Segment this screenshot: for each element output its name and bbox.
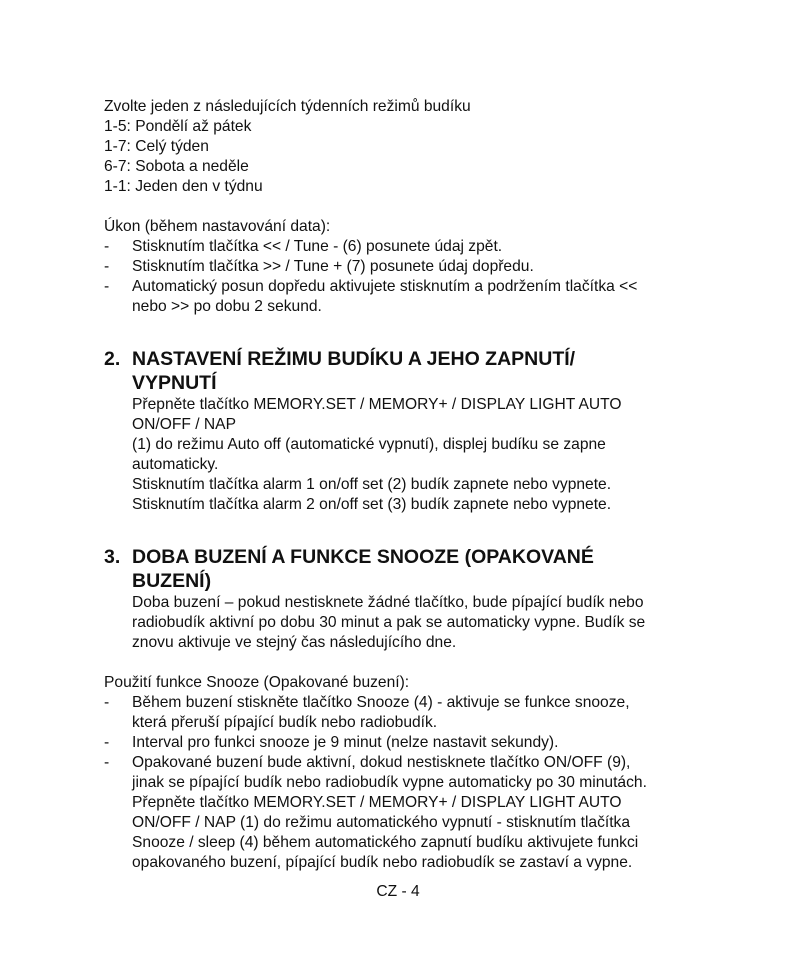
- list-item: [104, 257, 704, 277]
- list-item-line: jinak se pípající budík nebo radiobudík vypne automaticky po 30 minutách.: [132, 774, 647, 791]
- ukon-heading: Úkon (během nastavování data):: [104, 218, 331, 235]
- intro-line: 1-5: Pondělí až pátek: [104, 118, 252, 135]
- section-title: [132, 347, 704, 395]
- list-item: [104, 277, 704, 317]
- body-line: Stisknutím tlačítka alarm 1 on/off set (2) budík zapnete nebo vypnete.: [132, 476, 612, 493]
- list-item-line: Snooze / sleep (4) během automatického zapnutí budíku aktivujete funkci: [132, 834, 639, 851]
- body-line: Přepněte tlačítko MEMORY.SET / MEMORY+ / DISPLAY LIGHT AUTO: [132, 396, 622, 413]
- snooze-list: [104, 693, 704, 873]
- list-item-line: která přeruší pípající budík nebo radiobudík.: [132, 714, 438, 731]
- body-line: ON/OFF / NAP: [132, 416, 236, 433]
- body-line: automaticky.: [132, 456, 219, 473]
- document-page: [104, 97, 704, 873]
- section-2: [104, 347, 704, 515]
- body-line: Stisknutím tlačítka alarm 2 on/off set (3) budík zapnete nebo vypnete.: [132, 496, 612, 513]
- snooze-heading: Použití funkce Snooze (Opakované buzení):: [104, 674, 410, 691]
- list-item: [104, 753, 704, 873]
- ukon-block: [104, 217, 704, 317]
- body-line: radiobudík aktivní po dobu 30 minut a pak se automaticky vypne. Budík se: [132, 614, 646, 631]
- list-item-line: - Opakované buzení bude aktivní, dokud nestisknete tlačítko ON/OFF (9),: [132, 754, 631, 771]
- section-3: [104, 545, 704, 653]
- list-item-line: - Interval pro funkci snooze je 9 minut (nelze nastavit sekundy).: [132, 734, 559, 751]
- section-number: 3.: [104, 546, 121, 568]
- body-line: Doba buzení – pokud nestisknete žádné tlačítko, bude pípající budík nebo: [132, 594, 644, 611]
- list-item-line: - Během buzení stiskněte tlačítko Snooze (4) - aktivuje se funkce snooze,: [132, 694, 630, 711]
- section-number: 2.: [104, 348, 121, 370]
- section-title: [132, 545, 704, 593]
- intro-line: 1-7: Celý týden: [104, 138, 209, 155]
- list-item-line: opakovaného buzení, pípající budík nebo radiobudík se zastaví a vypne.: [132, 854, 633, 871]
- list-item-line: ON/OFF / NAP (1) do režimu automatického vypnutí - stisknutím tlačítka: [132, 814, 631, 831]
- list-item-line: - Stisknutím tlačítka >> / Tune + (7) posunete údaj dopředu.: [132, 258, 534, 275]
- intro-block: [104, 97, 704, 197]
- list-item: [104, 693, 704, 733]
- body-line: znovu aktivuje ve stejný čas následujícího dne.: [132, 634, 457, 651]
- section-title-line: BUZENÍ): [132, 570, 212, 592]
- intro-line: Zvolte jeden z následujících týdenních režimů budíku: [104, 98, 471, 115]
- list-item-line: Přepněte tlačítko MEMORY.SET / MEMORY+ / DISPLAY LIGHT AUTO: [132, 794, 622, 811]
- section-title-line: VYPNUTÍ: [132, 372, 217, 394]
- body-line: (1) do režimu Auto off (automatické vypnutí), displej budíku se zapne: [132, 436, 606, 453]
- list-item-line: nebo >> po dobu 2 sekund.: [132, 298, 322, 315]
- list-item-line: - Automatický posun dopředu aktivujete stisknutím a podržením tlačítka <<: [132, 278, 638, 295]
- snooze-block: [104, 673, 704, 873]
- section-title-line: DOBA BUZENÍ A FUNKCE SNOOZE (OPAKOVANÉ: [132, 546, 594, 568]
- page-number: CZ - 4: [376, 883, 420, 900]
- section-body: [132, 593, 704, 653]
- section-body: [132, 395, 704, 515]
- list-item-line: - Stisknutím tlačítka << / Tune - (6) posunete údaj zpět.: [132, 238, 503, 255]
- ukon-list: [104, 237, 704, 317]
- list-item: [104, 733, 704, 753]
- intro-line: 1-1: Jeden den v týdnu: [104, 178, 263, 195]
- section-title-line: NASTAVENÍ REŽIMU BUDÍKU A JEHO ZAPNUTÍ/: [132, 348, 576, 370]
- intro-line: 6-7: Sobota a neděle: [104, 158, 249, 175]
- list-item: [104, 237, 704, 257]
